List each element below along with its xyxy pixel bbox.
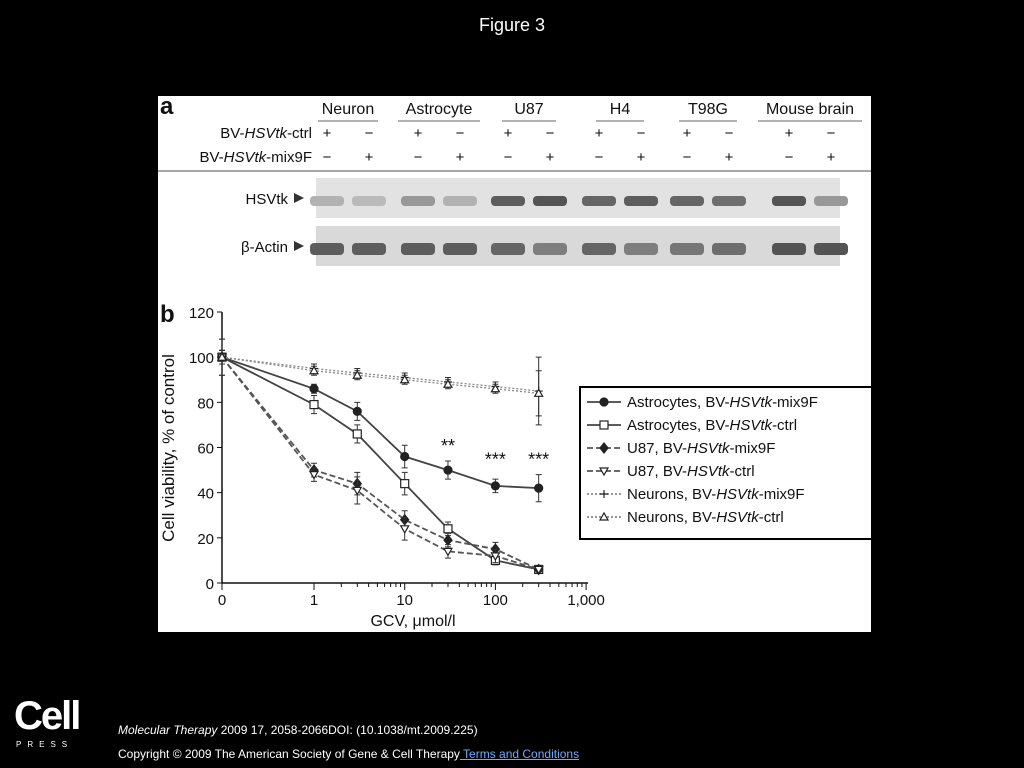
- sign-r1-11: +: [826, 149, 836, 166]
- data-point: [535, 484, 543, 492]
- x-tick-label-3: 100: [482, 592, 508, 609]
- legend-marker-5: [600, 513, 608, 520]
- column-label-1: Astrocyte: [405, 101, 473, 118]
- x-tick-label-1: 1: [309, 592, 319, 609]
- data-point: [401, 480, 409, 488]
- legend-label-5: Neurons, BV-HSVtk-ctrl: [627, 509, 784, 526]
- logo-sub-text: PRESS: [16, 740, 74, 749]
- figure-title: Figure 3: [478, 15, 546, 35]
- data-point: [444, 525, 452, 533]
- blot-arrow-0: [294, 193, 304, 203]
- y-tick-label-4: 80: [197, 395, 214, 413]
- actin-band-11: [814, 243, 848, 255]
- hsvtk-band-1: [352, 196, 386, 206]
- y-tick-label-6: 120: [188, 305, 214, 322]
- series-line-5: [222, 357, 539, 393]
- data-point: [310, 385, 318, 393]
- actin-band-6: [582, 243, 616, 255]
- sign-r0-8: +: [682, 125, 692, 142]
- sign-r1-3: +: [455, 149, 465, 166]
- sign-r0-6: +: [594, 125, 604, 142]
- data-point: [535, 389, 543, 396]
- citation-details: 2009 17, 2058-2066DOI: (10.1038/mt.2009.225): [217, 723, 478, 737]
- actin-band-10: [772, 243, 806, 255]
- sign-r1-2: −: [413, 149, 423, 166]
- legend-marker-4: [600, 490, 608, 498]
- hsvtk-band-11: [814, 196, 848, 206]
- column-label-4: T98G: [687, 101, 729, 118]
- x-tick-label-0: 0: [217, 592, 227, 609]
- panel-a-label: a: [160, 96, 174, 120]
- sign-r0-4: +: [503, 125, 513, 142]
- data-point: [310, 472, 318, 479]
- row-label-0: BV-HSVtk-ctrl: [220, 125, 312, 142]
- column-label-2: U87: [514, 101, 544, 118]
- sign-r0-3: −: [455, 125, 465, 142]
- actin-band-0: [310, 243, 344, 255]
- data-point: [353, 430, 361, 438]
- sign-r0-9: −: [724, 125, 734, 142]
- actin-band-5: [533, 243, 567, 255]
- sign-r1-1: +: [364, 149, 374, 166]
- sign-r1-9: +: [724, 149, 734, 166]
- sign-r1-5: +: [545, 149, 555, 166]
- logo-main-text: Cell: [14, 694, 80, 738]
- sign-r1-4: −: [503, 149, 513, 166]
- sign-r0-2: +: [413, 125, 423, 142]
- hsvtk-band-3: [443, 196, 477, 206]
- actin-band-2: [401, 243, 435, 255]
- sign-r1-8: −: [682, 149, 692, 166]
- blot-strip-1: [316, 226, 840, 266]
- blot-label-0: HSVtk: [245, 191, 288, 208]
- figure-svg: [158, 96, 871, 632]
- hsvtk-band-8: [670, 196, 704, 206]
- sign-r1-7: +: [636, 149, 646, 166]
- sign-r1-6: −: [594, 149, 604, 166]
- sign-r0-0: +: [322, 125, 332, 142]
- cell-press-logo[interactable]: [14, 694, 86, 750]
- sign-r0-7: −: [636, 125, 646, 142]
- data-point: [353, 407, 361, 415]
- chart-legend: [579, 386, 873, 540]
- panel-b-label: b: [160, 301, 175, 328]
- data-point: [310, 401, 318, 409]
- citation: [118, 723, 478, 737]
- sign-r0-11: −: [826, 125, 836, 142]
- row-label-1: BV-HSVtk-mix9F: [199, 149, 312, 166]
- legend-marker-2: [600, 443, 608, 453]
- data-point: [401, 453, 409, 461]
- column-label-5: Mouse brain: [765, 101, 855, 118]
- significance-label-1: ***: [484, 449, 506, 470]
- y-tick-label-2: 40: [197, 485, 214, 503]
- legend-svg: [581, 388, 867, 534]
- blot-arrow-1: [294, 241, 304, 251]
- legend-label-1: Astrocytes, BV-HSVtk-ctrl: [627, 417, 798, 434]
- significance-label-2: ***: [528, 449, 550, 470]
- legend-label-2: U87, BV-HSVtk-mix9F: [627, 440, 776, 457]
- y-axis-title: Cell viability, % of control: [159, 354, 178, 542]
- legend-marker-1: [600, 421, 608, 429]
- legend-label-4: Neurons, BV-HSVtk-mix9F: [627, 486, 805, 503]
- hsvtk-band-4: [491, 196, 525, 206]
- sign-r1-10: −: [784, 149, 794, 166]
- hsvtk-band-10: [772, 196, 806, 206]
- copyright-text: Copyright © 2009 The American Society of Gene & Cell Therapy: [118, 747, 460, 761]
- actin-band-4: [491, 243, 525, 255]
- legend-label-3: U87, BV-HSVtk-ctrl: [627, 463, 755, 480]
- y-tick-label-3: 60: [197, 440, 214, 458]
- blot-label-1: β-Actin: [241, 239, 288, 256]
- x-axis-title: GCV, μmol/l: [370, 613, 456, 630]
- actin-band-9: [712, 243, 746, 255]
- hsvtk-band-2: [401, 196, 435, 206]
- column-label-0: Neuron: [321, 101, 375, 118]
- copyright: [118, 747, 579, 761]
- significance-label-0: **: [440, 436, 455, 457]
- data-point: [444, 466, 452, 474]
- actin-band-8: [670, 243, 704, 255]
- hsvtk-band-7: [624, 196, 658, 206]
- legend-marker-0: [600, 398, 608, 406]
- hsvtk-band-0: [310, 196, 344, 206]
- hsvtk-band-5: [533, 196, 567, 206]
- sign-r1-0: −: [322, 149, 332, 166]
- column-label-3: H4: [609, 101, 631, 118]
- sign-r0-1: −: [364, 125, 374, 142]
- y-tick-label-1: 20: [197, 530, 214, 548]
- figure-panel: [158, 96, 871, 632]
- terms-link[interactable]: Terms and Conditions: [459, 747, 580, 761]
- blot-strip-0: [316, 178, 840, 218]
- actin-band-1: [352, 243, 386, 255]
- data-point: [491, 482, 499, 490]
- sign-r0-10: +: [784, 125, 794, 142]
- data-point: [444, 535, 452, 545]
- actin-band-3: [443, 243, 477, 255]
- sign-r0-5: −: [545, 125, 555, 142]
- legend-label-0: Astrocytes, BV-HSVtk-mix9F: [627, 394, 818, 411]
- y-tick-label-5: 100: [188, 350, 214, 368]
- actin-band-7: [624, 243, 658, 255]
- hsvtk-band-9: [712, 196, 746, 206]
- hsvtk-band-6: [582, 196, 616, 206]
- journal-name: Molecular Therapy: [118, 723, 218, 737]
- x-tick-label-4: 1,000: [567, 592, 605, 609]
- y-tick-label-0: 0: [205, 576, 214, 593]
- x-tick-label-2: 10: [396, 592, 414, 609]
